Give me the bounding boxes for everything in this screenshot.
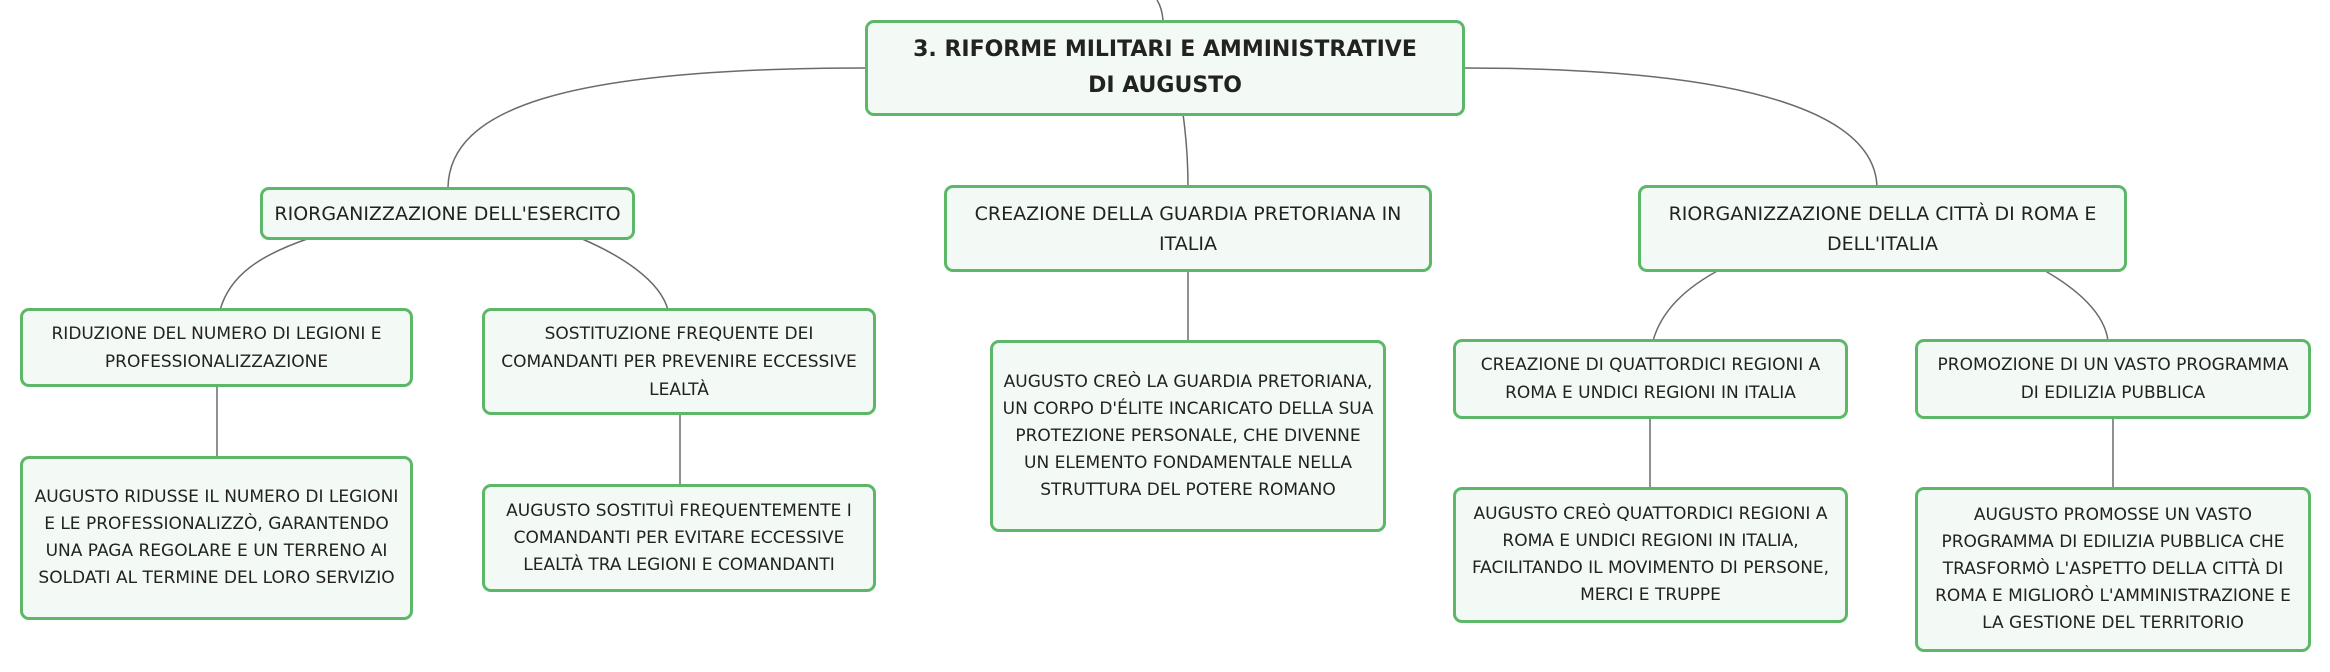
branch-label-guardia: CREAZIONE DELLA GUARDIA PRETORIANA IN ITALIA (974, 202, 1402, 255)
connector-root-guardia (1183, 114, 1188, 187)
connector-parent-root (1157, 0, 1163, 20)
detail-text-guardia: AUGUSTO CREÒ LA GUARDIA PRETORIANA, UN CORPO D'ÉLITE INCARICATO DELLA SUA PROTEZIONE PERSONALE, CHE DIVENNE UN ELEMENTO FONDAMENTALE NELLA STRUTTURA DEL POTERE ROMANO (1002, 371, 1374, 500)
detail-node-regioni[interactable] (1453, 487, 1848, 623)
connector-esercito-comandanti (580, 238, 668, 310)
branch-node-roma[interactable] (1638, 185, 2127, 272)
detail-node-guardia[interactable] (990, 340, 1386, 532)
detail-node-edilizia[interactable] (1915, 487, 2311, 652)
detail-text-edilizia: AUGUSTO PROMOSSE UN VASTO PROGRAMMA DI EDILIZIA PUBBLICA CHE TRASFORMÒ L'ASPETTO DELLA CITTÀ DI ROMA E MIGLIORÒ L'AMMINISTRAZIONE E LA GESTIONE DEL TERRITORIO (1935, 505, 2291, 633)
subtopic-label-regioni: CREAZIONE DI QUATTORDICI REGIONI A ROMA E UNDICI REGIONI IN ITALIA (1480, 355, 1821, 403)
connector-root-roma (1463, 68, 1877, 187)
connector-root-esercito (448, 68, 865, 187)
subtopic-label-legioni: RIDUZIONE DEL NUMERO DI LEGIONI E PROFESSIONALIZZAZIONE (51, 323, 382, 372)
connector-roma-edilizia (2040, 268, 2108, 341)
connector-esercito-legioni (220, 238, 310, 310)
subtopic-node-comandanti[interactable] (482, 308, 876, 415)
detail-text-comandanti: AUGUSTO SOSTITUÌ FREQUENTEMENTE I COMANDANTI PER EVITARE ECCESSIVE LEALTÀ TRA LEGIONI E COMANDANTI (506, 500, 852, 575)
subtopic-node-regioni[interactable] (1453, 339, 1848, 419)
branch-label-roma: RIORGANIZZAZIONE DELLA CITTÀ DI ROMA E DELL'ITALIA (1668, 202, 2097, 255)
subtopic-label-edilizia: PROMOZIONE DI UN VASTO PROGRAMMA DI EDILIZIA PUBBLICA (1937, 355, 2289, 403)
detail-node-legioni[interactable] (20, 456, 413, 620)
subtopic-node-edilizia[interactable] (1915, 339, 2311, 419)
subtopic-node-legioni[interactable] (20, 308, 413, 387)
detail-node-comandanti[interactable] (482, 484, 876, 592)
root-node[interactable] (865, 20, 1465, 116)
branch-node-esercito[interactable] (260, 187, 635, 240)
detail-text-legioni: AUGUSTO RIDUSSE IL NUMERO DI LEGIONI E LE PROFESSIONALIZZÒ, GARANTENDO UNA PAGA REGOLARE E UN TERRENO AI SOLDATI AL TERMINE DEL LORO SERVIZIO (34, 487, 399, 588)
branch-node-guardia[interactable] (944, 185, 1432, 272)
detail-text-regioni: AUGUSTO CREÒ QUATTORDICI REGIONI A ROMA E UNDICI REGIONI IN ITALIA, FACILITANDO IL MOVIMENTO DI PERSONE, MERCI E TRUPPE (1471, 504, 1830, 605)
subtopic-label-comandanti: SOSTITUZIONE FREQUENTE DEI COMANDANTI PER PREVENIRE ECCESSIVE LEALTÀ (501, 323, 857, 400)
root-label: 3. RIFORME MILITARI E AMMINISTRATIVE DI AUGUSTO (913, 37, 1417, 98)
branch-label-esercito: RIORGANIZZAZIONE DELL'ESERCITO (274, 202, 621, 225)
connector-roma-regioni (1653, 268, 1723, 341)
